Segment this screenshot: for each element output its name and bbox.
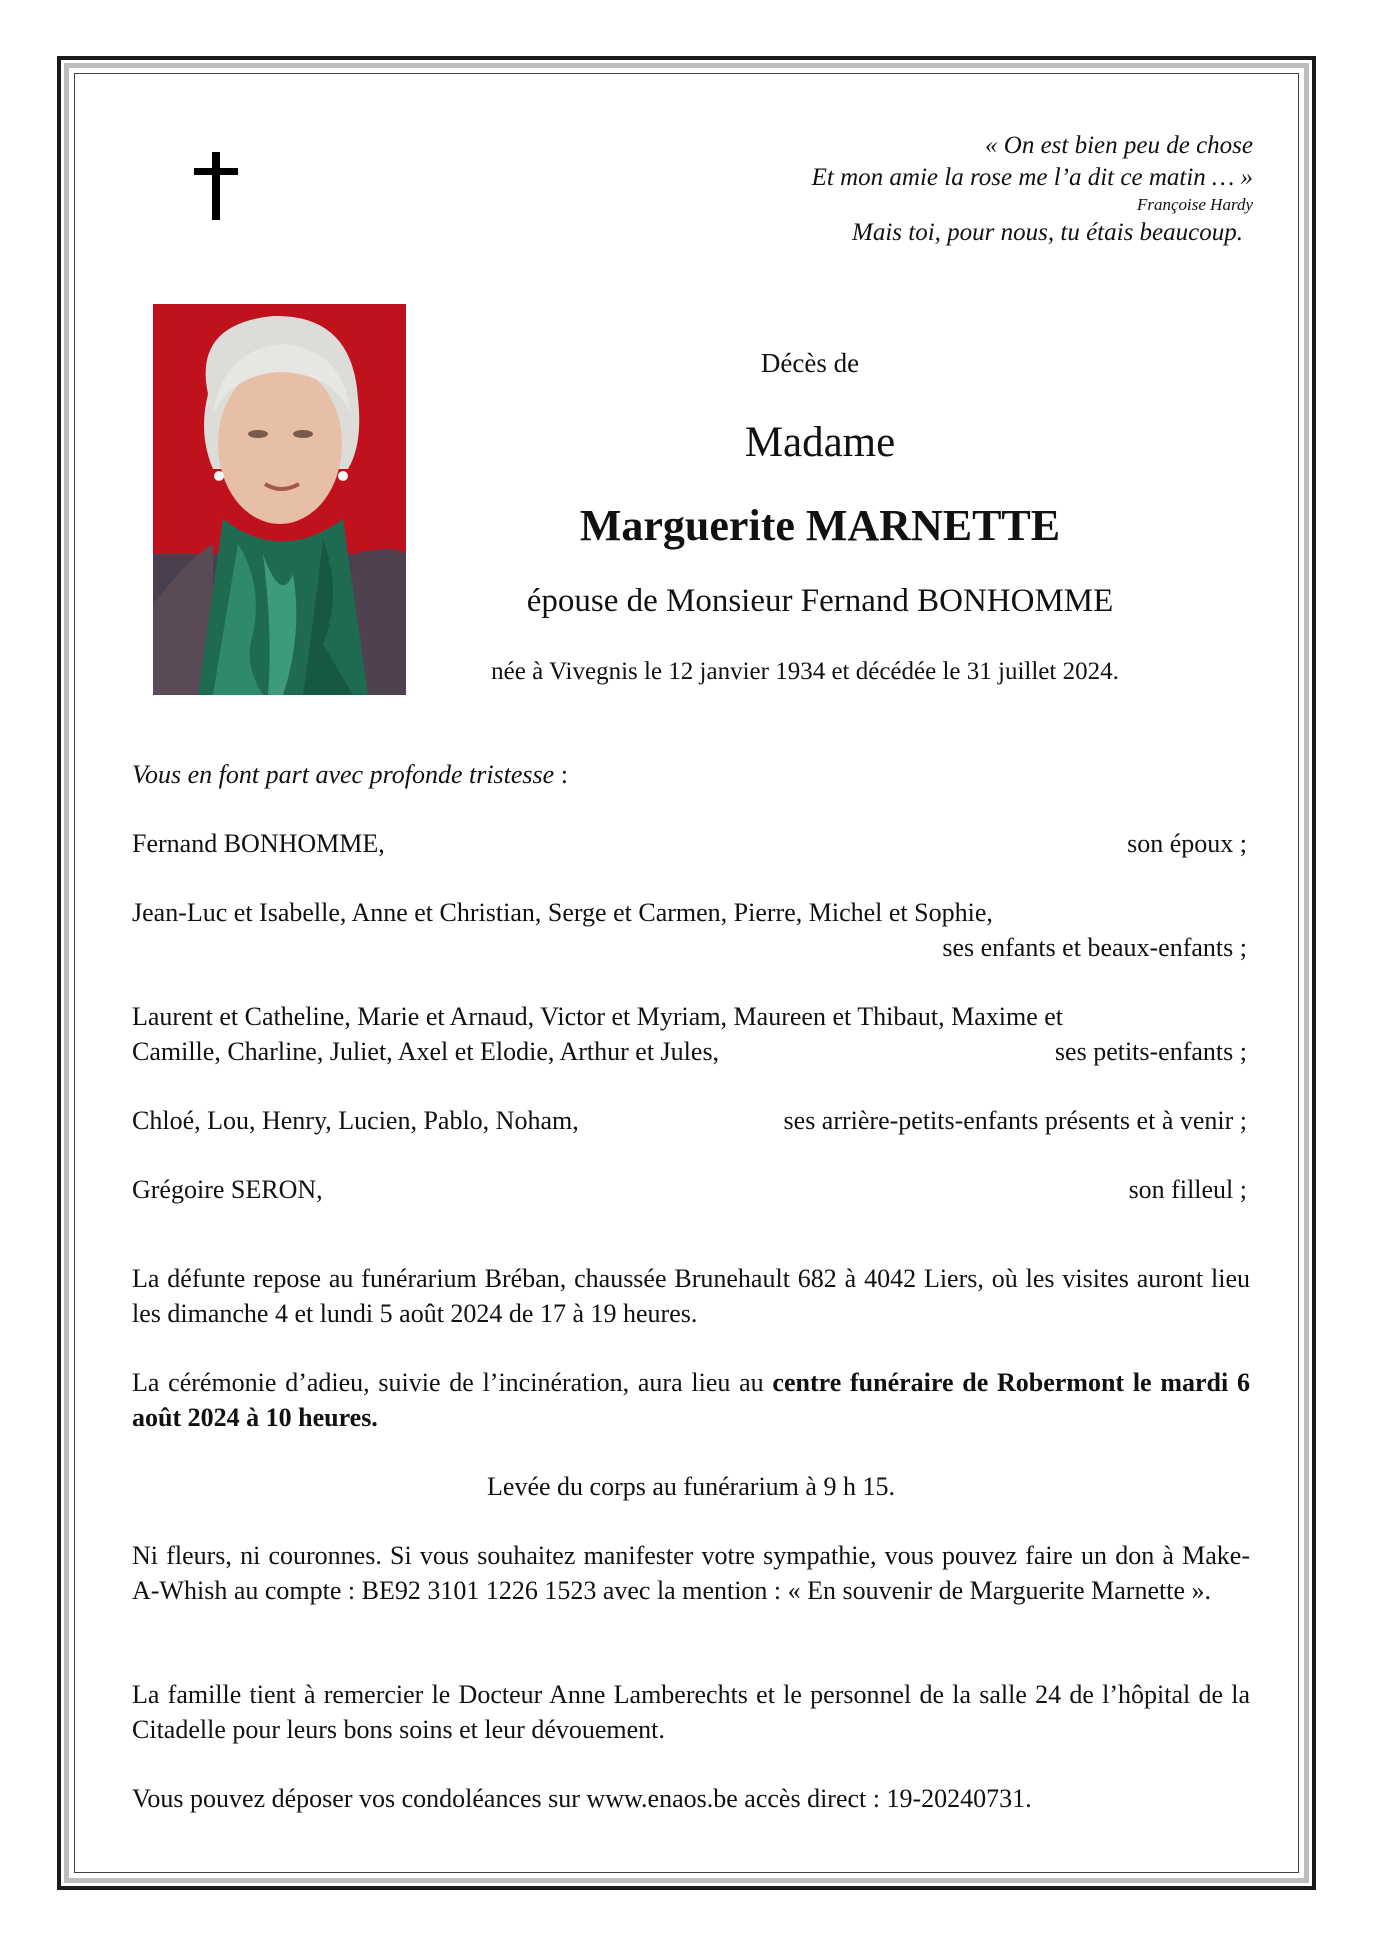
spouse-name: Fernand BONHOMME, bbox=[132, 829, 385, 858]
grandchildren-role: ses petits-enfants ; bbox=[1054, 1037, 1247, 1066]
intro-text: Vous en font part avec profonde tristesse bbox=[132, 760, 555, 789]
ceremony-details: centre funéraire de Robermont le mardi 6 août 2024 à 10 heures. bbox=[132, 1368, 1250, 1432]
grandchildren-line-2: Camille, Charline, Juliet, Axel et Elodie, Arthur et Jules, bbox=[132, 1037, 720, 1066]
family-row-grandchildren bbox=[132, 999, 1247, 1069]
dates-line: née à Vivegnis le 12 janvier 1934 et décédée le 31 juillet 2024. bbox=[491, 658, 1119, 685]
spouse-line: épouse de Monsieur Fernand BONHOMME bbox=[526, 583, 1114, 619]
thanks-paragraph: La famille tient à remercier le Docteur Anne Lamberechts et le personnel de la salle 24 de l’hôpital de la Citadelle pour leurs bons soins et leur dévouement. bbox=[132, 1680, 1250, 1744]
family-row-children bbox=[132, 895, 1247, 965]
quote-line-2: Et mon amie la rose me l’a dit ce matin … » bbox=[811, 164, 1253, 191]
deceased-name: Marguerite MARNETTE bbox=[579, 501, 1061, 550]
flowers-paragraph: Ni fleurs, ni couronnes. Si vous souhaitez manifester votre sympathie, vous pouvez faire un don à Make-A-Whish au compte : BE92 3101 1226 1523 avec la mention : « En souvenir de Marguerite Marnette ». bbox=[132, 1541, 1250, 1605]
godson-name: Grégoire SERON, bbox=[132, 1175, 323, 1204]
ceremony-paragraph bbox=[132, 1365, 1250, 1435]
ceremony-text: La cérémonie d’adieu, suivie de l’incinération, aura lieu au bbox=[132, 1368, 773, 1397]
grandchildren-line-1: Laurent et Catheline, Marie et Arnaud, Victor et Myriam, Maureen et Thibaut, Maxime et bbox=[132, 1002, 1064, 1031]
announcement-intro bbox=[132, 757, 1250, 792]
condolences-line: Vous pouvez déposer vos condoléances sur www.enaos.be accès direct : 19-20240731. bbox=[132, 1784, 1032, 1813]
children-names: Jean-Luc et Isabelle, Anne et Christian, Serge et Carmen, Pierre, Michel et Sophie, bbox=[132, 898, 993, 927]
cross-icon bbox=[194, 152, 238, 220]
levee-line: Levée du corps au funérarium à 9 h 15. bbox=[487, 1472, 895, 1501]
great-grandchildren-names: Chloé, Lou, Henry, Lucien, Pablo, Noham, bbox=[132, 1106, 579, 1135]
quote-line-3: Mais toi, pour nous, tu étais beaucoup. bbox=[852, 219, 1243, 246]
intro-colon: : bbox=[554, 760, 568, 789]
title-madame: Madame bbox=[744, 419, 896, 466]
children-role: ses enfants et beaux-enfants ; bbox=[942, 933, 1247, 962]
visits-paragraph: La défunte repose au funérarium Bréban, chaussée Brunehault 682 à 4042 Liers, où les visites auront lieu les dimanche 4 et lundi 5 août 2024 de 17 à 19 heures. bbox=[132, 1264, 1250, 1328]
quote-author: Françoise Hardy bbox=[1137, 195, 1253, 214]
deces-label: Décès de bbox=[760, 348, 860, 378]
great-grandchildren-role: ses arrière-petits-enfants présents et à venir ; bbox=[783, 1106, 1247, 1135]
epigraph-quote bbox=[812, 130, 1253, 250]
godson-role: son filleul ; bbox=[1128, 1175, 1247, 1204]
spouse-role: son époux ; bbox=[1127, 829, 1247, 858]
portrait-photo bbox=[153, 304, 406, 695]
quote-line-1: « On est bien peu de chose bbox=[985, 132, 1253, 159]
